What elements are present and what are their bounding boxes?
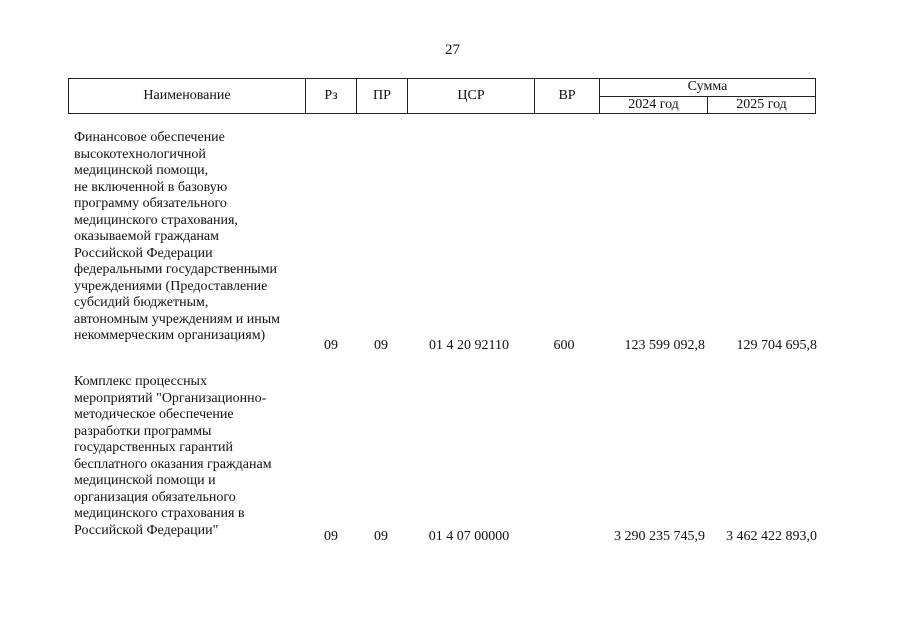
row-pr: 09: [374, 337, 388, 353]
header-vr: ВР: [535, 79, 600, 114]
header-year-2024: 2024 год: [600, 96, 708, 114]
row-rz: 09: [324, 337, 338, 353]
table-header: [68, 78, 816, 114]
header-pr: ПР: [357, 79, 408, 114]
row-name: Финансовое обеспечение высокотехнологичной медицинской помощи, не включенной в базовую программу обязательного медицинского страхования, оказываемой гражданам Российской Федерации федеральными государственными учреждениями (Предоставление субсидий бюджетным, автономным учреждениям и иным некоммерческим организациям): [74, 130, 281, 343]
row-rz: 09: [324, 528, 338, 544]
row-sum-2024: 123 599 092,8: [624, 337, 705, 353]
header-rz: Рз: [306, 79, 357, 114]
header-csr: ЦСР: [408, 79, 535, 114]
table-row: [68, 130, 828, 354]
table-row: [68, 374, 828, 545]
row-vr: 600: [553, 337, 575, 353]
row-pr: 09: [374, 528, 388, 544]
header-name: Наименование: [69, 79, 306, 114]
page-number: 27: [445, 42, 460, 58]
row-sum-2025: 3 462 422 893,0: [726, 528, 817, 544]
row-sum-2025: 129 704 695,8: [736, 337, 817, 353]
row-sum-2024: 3 290 235 745,9: [614, 528, 705, 544]
row-csr: 01 4 20 92110: [429, 337, 509, 353]
row-name: Комплекс процессных мероприятий "Организационно- методическое обеспечение разработки программы государственных гарантий бесплатного оказания гражданам медицинской помощи и организация обязательного медицинского страхования в Российской Федерации": [74, 374, 272, 538]
row-csr: 01 4 07 00000: [428, 528, 510, 544]
header-year-2025: 2025 год: [708, 96, 816, 114]
header-sum: Сумма: [600, 79, 816, 97]
